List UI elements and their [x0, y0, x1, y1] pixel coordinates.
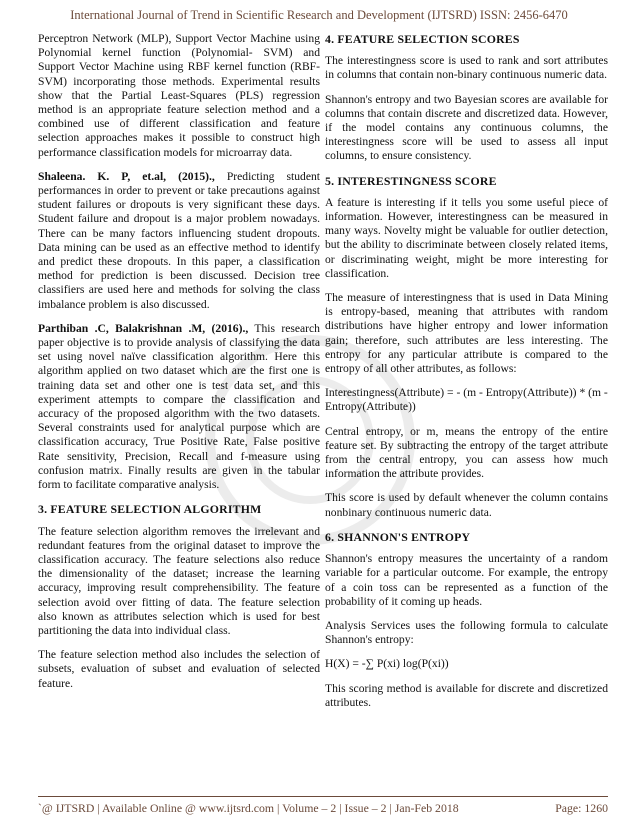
- paragraph: This score is used by default whenever the column contains nonbinary continuous numeric data.: [325, 491, 608, 519]
- footer-info: `@ IJTSRD | Available Online @ www.ijtsrd.com | Volume – 2 | Issue – 2 | Jan-Feb 2018: [38, 801, 459, 815]
- page-footer: [38, 801, 608, 816]
- formula: H(X) = -∑ P(xi) log(P(xi)): [325, 657, 449, 671]
- footer-divider: [38, 796, 608, 797]
- paragraph-text: Predicting student performances in order to prevent or take precautions against student failures or dropouts is very significant these days. Student failure and dropout is a major problem nowadays. There can be many factors influencing student dropouts. Data mining can be used as an effective method to identify and predict these dropouts. In this paper, a classification method for prediction is been discussed. Decision tree classifiers are used here and methods for solving the class imbalance problem is also discussed.: [38, 169, 320, 311]
- section-heading: 6. SHANNON'S ENTROPY: [325, 529, 471, 544]
- paragraph: [38, 322, 320, 492]
- paragraph: The feature selection method also includes the selection of subsets, evaluation of subset and evaluation of selected feature.: [38, 648, 320, 690]
- citation-lead: Shaleena. K. P, et.al, (2015).,: [38, 169, 215, 183]
- paragraph: The feature selection algorithm removes the irrelevant and redundant features from the original dataset to improve the classification accuracy. The feature selections also reduce the dimensionality of the dataset; increase the learning accuracy, improving result comprehensibility. The feature selection avoid over fitting of data. The feature selection also known as attributes selection which is used for best partitioning the data into individual class.: [38, 524, 320, 637]
- section-heading: 4. FEATURE SELECTION SCORES: [325, 32, 520, 46]
- paragraph: This scoring method is available for discrete and discretized attributes.: [325, 681, 608, 709]
- section-heading: 5. INTERESTINGNESS SCORE: [325, 173, 497, 188]
- formula: Interestingness(Attribute) = - (m - Entropy(Attribute)) * (m - Entropy(Attribute)): [325, 386, 608, 414]
- left-column: [38, 32, 320, 701]
- paragraph: The interestingness score is used to rank and sort attributes in columns that contain non-binary continuous numeric data.: [325, 54, 608, 82]
- paragraph: A feature is interesting if it tells you some useful piece of information. However, interestingness can be measured in many ways. Novelty might be valuable for outlier detection, but the ability to discriminate between closely related items, or discriminating weight, might be more interesting for classification.: [325, 195, 608, 280]
- journal-header: International Journal of Trend in Scientific Research and Development (IJTSRD) ISSN: 2456-6470: [70, 8, 568, 22]
- citation-lead: Parthiban .C, Balakrishnan .M, (2016).,: [38, 321, 249, 335]
- paragraph: Central entropy, or m, means the entropy of the entire feature set. By subtracting the entropy of the target attribute from the central entropy, you can assess how much information the attribute provides.: [325, 424, 608, 481]
- paragraph: Shannon's entropy measures the uncertainty of a random variable for a particular outcome. For example, the entropy of a coin toss can be represented as a function of the probability of it coming up heads.: [325, 552, 608, 608]
- paragraph: Analysis Services uses the following formula to calculate Shannon's entropy:: [325, 618, 608, 647]
- right-column: [325, 32, 608, 720]
- paragraph: Shannon's entropy and two Bayesian scores are available for columns that contain discrete and discretized data. However, if the model contains any continuous columns, the interestingness score will be used to assess all input columns, to ensure consistency.: [325, 92, 608, 163]
- paragraph: [38, 170, 320, 312]
- page-number: Page: 1260: [555, 801, 608, 815]
- section-heading: 3. FEATURE SELECTION ALGORITHM: [38, 502, 262, 517]
- paragraph: The measure of interestingness that is used in Data Mining is entropy-based, meaning that attributes with random distributions have higher entropy and lower information gain; therefore, such attributes are less interesting. The entropy for any particular attribute is compared to the entropy of all other attributes, as follows:: [325, 291, 608, 376]
- paragraph-text: This research paper objective is to provide analysis of classifying the data set using novel naïve classification algorithm. Here this algorithm applied on two dataset which are the first one is training data set and other one is test data set, and this experiment attempts to compare the classification and accuracy of the proposed algorithm with the two datasets. Several constraints used for analytical purpose which are classification accuracy, True Positive Rate, False positive Rate sensitivity, Precision, Recall and f-measure using confusion matrix. Finally results are given in the tabular form to facilitate comparative analysis.: [38, 321, 320, 492]
- paragraph: Perceptron Network (MLP), Support Vector Machine using Polynomial kernel function (Polynomial- SVM) and Support Vector Machine using RBF kernel function (RBF-SVM) incorporating those methods. Experimental results show that the Partial Least-Squares (PLS) regression method is an appropriate feature selection method and a combined use of different classification and feature selection approaches makes it possible to construct high performance classification models for microarray data.: [38, 32, 320, 159]
